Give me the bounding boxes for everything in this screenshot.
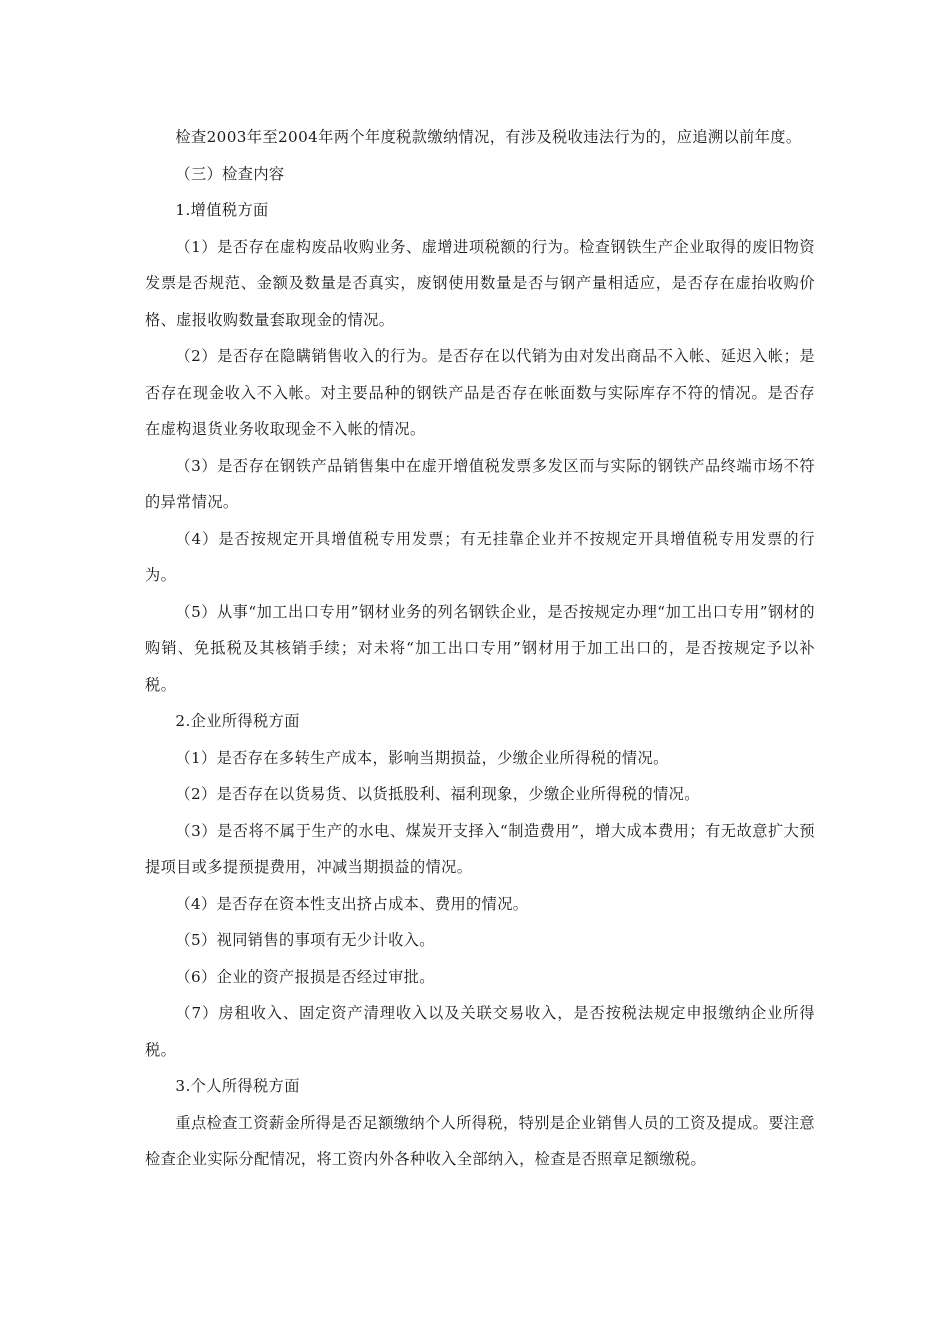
section-heading-inspection-content: （三）检查内容 xyxy=(175,164,285,183)
paragraph-pit-1: 重点检查工资薪金所得是否足额缴纳个人所得税，特别是企业销售人员的工资及提成。要注意检查企业实际分配情况，将工资内外各种收入全部纳入，检查是否照章足额缴税。 xyxy=(145,1113,815,1168)
subheading-corporate-income-tax: 2.企业所得税方面 xyxy=(175,712,300,730)
paragraph-vat-2: （2）是否存在隐瞒销售收入的行为。是否存在以代销为由对发出商品不入帐、延迟入帐；是否存在现金收入不入帐。对主要品种的钢铁产品是否存在帐面数与实际库存不符的情况。是否存在虚构退货业务收取现金不入帐的情况。 xyxy=(145,347,815,438)
paragraph-scope: 检查2003年至2004年两个年度税款缴纳情况，有涉及税收违法行为的，应追溯以前年度。 xyxy=(175,128,802,146)
paragraph-vat-5: （5）从事“加工出口专用”钢材业务的列名钢铁企业，是否按规定办理“加工出口专用”钢材的购销、免抵税及其核销手续；对未将“加工出口专用”钢材用于加工出口的，是否按规定予以补税。 xyxy=(145,602,815,694)
paragraph-cit-3: （3）是否将不属于生产的水电、煤炭开支择入“制造费用”，增大成本费用；有无故意扩大预提项目或多提预提费用，冲减当期损益的情况。 xyxy=(145,821,815,876)
paragraph-vat-4: （4）是否按规定开具增值税专用发票；有无挂靠企业并不按规定开具增值税专用发票的行为。 xyxy=(145,529,815,584)
paragraph-cit-5: （5）视同销售的事项有无少计收入。 xyxy=(175,931,435,949)
subheading-vat: 1.增值税方面 xyxy=(175,201,269,219)
paragraph-cit-7: （7）房租收入、固定资产清理收入以及关联交易收入，是否按税法规定申报缴纳企业所得税。 xyxy=(145,1004,815,1059)
paragraph-vat-1: （1）是否存在虚构废品收购业务、虚增进项税额的行为。检查钢铁生产企业取得的废旧物资发票是否规范、金额及数量是否真实，废钢使用数量是否与钢产量相适应，是否存在虚抬收购价格、虚报收购数量套取现金的情况。 xyxy=(145,237,815,329)
document-page xyxy=(145,119,815,1178)
paragraph-cit-6: （6）企业的资产报损是否经过审批。 xyxy=(175,967,435,986)
paragraph-cit-4: （4）是否存在资本性支出挤占成本、费用的情况。 xyxy=(175,894,529,913)
paragraph-cit-2: （2）是否存在以货易货、以货抵股利、福利现象，少缴企业所得税的情况。 xyxy=(175,785,700,803)
paragraph-cit-1: （1）是否存在多转生产成本，影响当期损益，少缴企业所得税的情况。 xyxy=(175,748,669,767)
paragraph-vat-3: （3）是否存在钢铁产品销售集中在虚开增值税发票多发区而与实际的钢铁产品终端市场不符的异常情况。 xyxy=(145,456,815,511)
subheading-personal-income-tax: 3.个人所得税方面 xyxy=(175,1077,300,1095)
